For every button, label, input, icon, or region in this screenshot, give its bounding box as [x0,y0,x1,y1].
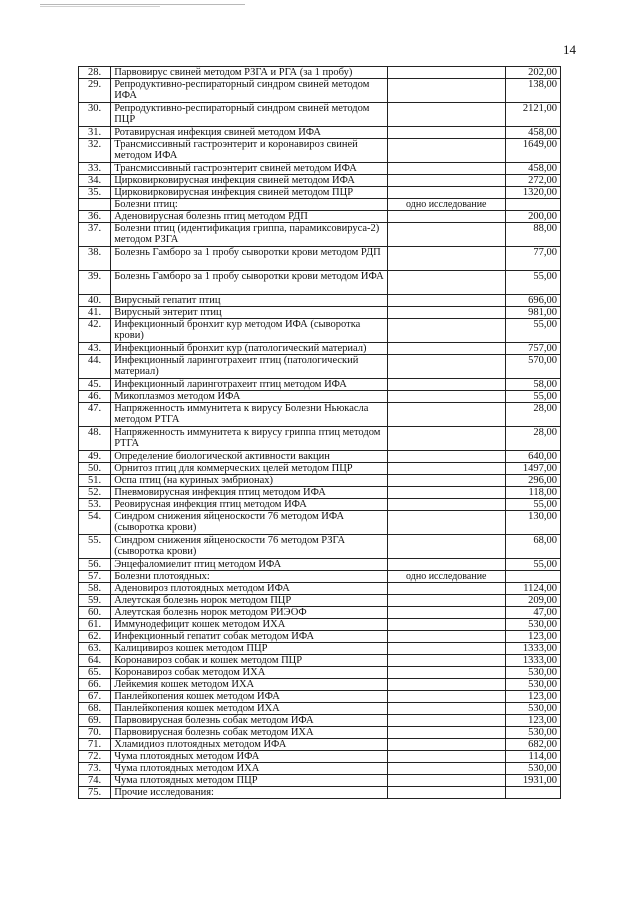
row-price [505,199,560,211]
table-row [79,343,561,355]
row-name: Определение биологической активности вакцин [111,451,388,463]
row-unit [387,247,505,271]
row-name: Иммунодефицит кошек методом ИХА [111,619,388,631]
row-name: Инфекционный ларинготрахеит птиц (патологический материал) [111,355,388,379]
row-unit [387,619,505,631]
table-row [79,595,561,607]
row-number: 28. [79,67,111,79]
row-name: Болезни птиц: [111,199,388,211]
row-unit [387,559,505,571]
table-row [79,583,561,595]
row-number: 51. [79,475,111,487]
row-name: Вирусный гепатит птиц [111,295,388,307]
row-price: 640,00 [505,451,560,463]
row-price: 1497,00 [505,463,560,475]
row-number: 42. [79,319,111,343]
row-name: Напряженность иммунитета к вирусу Болезни Ньюкасла методом РТГА [111,403,388,427]
row-price: 1333,00 [505,655,560,667]
row-number: 50. [79,463,111,475]
row-unit [387,163,505,175]
row-price: 2121,00 [505,103,560,127]
row-price: 1931,00 [505,775,560,787]
row-name: Болезнь Гамборо за 1 пробу сыворотки крови методом РДП [111,247,388,271]
row-name: Прочие исследования: [111,787,388,799]
table-row [79,175,561,187]
row-price: 981,00 [505,307,560,319]
row-number: 74. [79,775,111,787]
page-number: 14 [563,42,576,57]
row-number: 64. [79,655,111,667]
row-number: 61. [79,619,111,631]
row-name: Синдром снижения яйценоскости 76 методом РЗГА (сыворотка крови) [111,535,388,559]
row-number: 54. [79,511,111,535]
row-name: Алеутская болезнь норок методом ПЦР [111,595,388,607]
row-unit [387,691,505,703]
row-unit [387,271,505,295]
row-unit [387,403,505,427]
row-name: Панлейкопения кошек методом ИФА [111,691,388,703]
row-price: 47,00 [505,607,560,619]
row-unit [387,307,505,319]
table-row [79,763,561,775]
row-unit [387,475,505,487]
table-row [79,739,561,751]
row-name: Парвовирус свиней методом РЗГА и РГА (за 1 пробу) [111,67,388,79]
table-row [79,703,561,715]
table-row [79,79,561,103]
row-name: Репродуктивно-респираторный синдром свиней методом ПЦР [111,103,388,127]
row-name: Трансмиссивный гастроэнтерит и коронавироз свиней методом ИФА [111,139,388,163]
table-row [79,475,561,487]
row-unit [387,631,505,643]
row-price: 200,00 [505,211,560,223]
scan-artifact-line [40,6,160,7]
row-price: 114,00 [505,751,560,763]
row-price: 530,00 [505,727,560,739]
row-unit [387,595,505,607]
row-unit [387,103,505,127]
row-number: 46. [79,391,111,403]
table-row [79,211,561,223]
table-row [79,163,561,175]
row-name: Вирусный энтерит птиц [111,307,388,319]
row-number: 41. [79,307,111,319]
row-price: 530,00 [505,679,560,691]
row-unit [387,607,505,619]
row-number: 44. [79,355,111,379]
row-name: Реовирусная инфекция птиц методом ИФА [111,499,388,511]
table-row [79,355,561,379]
table-row [79,559,561,571]
row-price: 55,00 [505,559,560,571]
row-unit [387,391,505,403]
row-name: Инфекционный ларинготрахеит птиц методом ИФА [111,379,388,391]
row-number: 29. [79,79,111,103]
row-price: 55,00 [505,319,560,343]
row-number: 37. [79,223,111,247]
row-name: Трансмиссивный гастроэнтерит свиней методом ИФА [111,163,388,175]
row-price: 58,00 [505,379,560,391]
row-price: 1124,00 [505,583,560,595]
row-unit: одно исследование [387,199,505,211]
table-row [79,571,561,583]
row-name: Чума плотоядных методом ИХА [111,763,388,775]
row-price: 138,00 [505,79,560,103]
table-row [79,103,561,127]
row-name: Болезни птиц (идентификация гриппа, парамиксовируса-2) методом РЗГА [111,223,388,247]
row-name: Инфекционный гепатит собак методом ИФА [111,631,388,643]
row-name: Коронавироз собак методом ИХА [111,667,388,679]
row-name: Микоплазмоз методом ИФА [111,391,388,403]
row-unit [387,499,505,511]
row-name: Инфекционный бронхит кур методом ИФА (сыворотка крови) [111,319,388,343]
row-unit [387,295,505,307]
row-price: 458,00 [505,163,560,175]
row-number: 40. [79,295,111,307]
row-name: Болезнь Гамборо за 1 пробу сыворотки крови методом ИФА [111,271,388,295]
row-name: Энцефаломиелит птиц методом ИФА [111,559,388,571]
row-unit [387,127,505,139]
row-name: Калицивироз кошек методом ПЦР [111,643,388,655]
table-row [79,427,561,451]
row-price: 682,00 [505,739,560,751]
table-row [79,379,561,391]
row-unit [387,727,505,739]
row-price: 28,00 [505,403,560,427]
row-price [505,571,560,583]
row-name: Чума плотоядных методом ПЦР [111,775,388,787]
table-row [79,535,561,559]
row-number: 30. [79,103,111,127]
table-row [79,247,561,271]
row-number: 47. [79,403,111,427]
row-name: Орнитоз птиц для коммерческих целей методом ПЦР [111,463,388,475]
table-row [79,619,561,631]
row-name: Панлейкопения кошек методом ИХА [111,703,388,715]
table-row [79,727,561,739]
row-unit [387,139,505,163]
row-name: Лейкемия кошек методом ИХА [111,679,388,691]
row-unit [387,319,505,343]
row-number: 33. [79,163,111,175]
row-number: 36. [79,211,111,223]
row-price: 272,00 [505,175,560,187]
row-number: 73. [79,763,111,775]
row-price: 55,00 [505,499,560,511]
row-price: 570,00 [505,355,560,379]
row-unit [387,511,505,535]
row-price: 55,00 [505,391,560,403]
row-unit [387,763,505,775]
row-number: 48. [79,427,111,451]
row-number: 32. [79,139,111,163]
row-name: Цирковирковирусная инфекция свиней методом ИФА [111,175,388,187]
table-row [79,775,561,787]
row-number: 68. [79,703,111,715]
row-unit [387,187,505,199]
row-price: 530,00 [505,667,560,679]
row-number: 69. [79,715,111,727]
row-name: Репродуктивно-респираторный синдром свиней методом ИФА [111,79,388,103]
row-unit [387,715,505,727]
row-name: Ротавирусная инфекция свиней методом ИФА [111,127,388,139]
row-name: Оспа птиц (на куриных эмбрионах) [111,475,388,487]
row-unit [387,343,505,355]
row-price: 130,00 [505,511,560,535]
row-price: 123,00 [505,715,560,727]
row-unit [387,379,505,391]
table-row [79,499,561,511]
row-number: 43. [79,343,111,355]
row-unit [387,463,505,475]
row-unit [387,751,505,763]
row-number: 56. [79,559,111,571]
table-row [79,751,561,763]
table-row [79,715,561,727]
table-row [79,295,561,307]
price-table [78,66,561,799]
row-price: 757,00 [505,343,560,355]
row-price: 1649,00 [505,139,560,163]
row-unit [387,487,505,499]
table-row [79,463,561,475]
table-row [79,187,561,199]
row-price: 1320,00 [505,187,560,199]
table-row [79,451,561,463]
row-number [79,199,111,211]
row-number: 38. [79,247,111,271]
row-number: 35. [79,187,111,199]
row-price: 530,00 [505,763,560,775]
row-number: 55. [79,535,111,559]
row-price: 696,00 [505,295,560,307]
table-row [79,667,561,679]
row-price: 77,00 [505,247,560,271]
row-unit [387,355,505,379]
scan-artifact-line [40,4,245,5]
row-number: 59. [79,595,111,607]
row-price: 28,00 [505,427,560,451]
row-name: Парвовирусная болезнь собак методом ИФА [111,715,388,727]
row-unit [387,667,505,679]
row-unit [387,775,505,787]
row-unit [387,535,505,559]
row-unit [387,223,505,247]
row-unit [387,211,505,223]
row-number: 63. [79,643,111,655]
row-name: Инфекционный бронхит кур (патологический материал) [111,343,388,355]
row-number: 57. [79,571,111,583]
row-number: 39. [79,271,111,295]
table-row [79,691,561,703]
row-number: 62. [79,631,111,643]
table-row [79,199,561,211]
row-name: Парвовирусная болезнь собак методом ИХА [111,727,388,739]
row-price [505,787,560,799]
row-price: 296,00 [505,475,560,487]
row-unit [387,427,505,451]
row-unit [387,451,505,463]
row-name: Аденовироз плотоядных методом ИФА [111,583,388,595]
row-price: 123,00 [505,691,560,703]
row-name: Коронавироз собак и кошек методом ПЦР [111,655,388,667]
row-name: Алеутская болезнь норок методом РИЭОФ [111,607,388,619]
row-price: 1333,00 [505,643,560,655]
table-row [79,643,561,655]
row-price: 209,00 [505,595,560,607]
row-unit [387,703,505,715]
table-row [79,655,561,667]
row-number: 58. [79,583,111,595]
row-unit [387,583,505,595]
row-name: Синдром снижения яйценоскости 76 методом ИФА (сыворотка крови) [111,511,388,535]
table-row [79,511,561,535]
row-number: 60. [79,607,111,619]
row-number: 72. [79,751,111,763]
row-price: 88,00 [505,223,560,247]
row-number: 71. [79,739,111,751]
table-row [79,679,561,691]
row-name: Болезни плотоядных: [111,571,388,583]
row-number: 67. [79,691,111,703]
row-number: 75. [79,787,111,799]
row-price: 530,00 [505,703,560,715]
table-row [79,307,561,319]
table-row [79,487,561,499]
table-row [79,391,561,403]
row-name: Напряженность иммунитета к вирусу гриппа птиц методом РТГА [111,427,388,451]
row-number: 52. [79,487,111,499]
row-unit [387,175,505,187]
row-unit [387,67,505,79]
row-name: Пневмовирусная инфекция птиц методом ИФА [111,487,388,499]
table-row [79,787,561,799]
row-number: 65. [79,667,111,679]
row-price: 202,00 [505,67,560,79]
row-price: 55,00 [505,271,560,295]
row-number: 53. [79,499,111,511]
row-number: 70. [79,727,111,739]
row-name: Хламидиоз плотоядных методом ИФА [111,739,388,751]
table-row [79,271,561,295]
row-price: 68,00 [505,535,560,559]
row-number: 31. [79,127,111,139]
row-number: 45. [79,379,111,391]
table-row [79,631,561,643]
row-number: 49. [79,451,111,463]
row-unit [387,655,505,667]
row-unit [387,679,505,691]
table-body [79,67,561,799]
table-row [79,607,561,619]
row-name: Цирковирковирусная инфекция свиней методом ПЦР [111,187,388,199]
row-unit [387,79,505,103]
row-number: 66. [79,679,111,691]
row-name: Аденовирусная болезнь птиц методом РДП [111,211,388,223]
table-row [79,67,561,79]
row-price: 530,00 [505,619,560,631]
table-row [79,319,561,343]
table-row [79,139,561,163]
row-price: 118,00 [505,487,560,499]
row-unit: одно исследование [387,571,505,583]
row-name: Чума плотоядных методом ИФА [111,751,388,763]
table-row [79,223,561,247]
table-row [79,127,561,139]
row-price: 458,00 [505,127,560,139]
table-row [79,403,561,427]
row-number: 34. [79,175,111,187]
row-price: 123,00 [505,631,560,643]
row-unit [387,787,505,799]
row-unit [387,643,505,655]
row-unit [387,739,505,751]
